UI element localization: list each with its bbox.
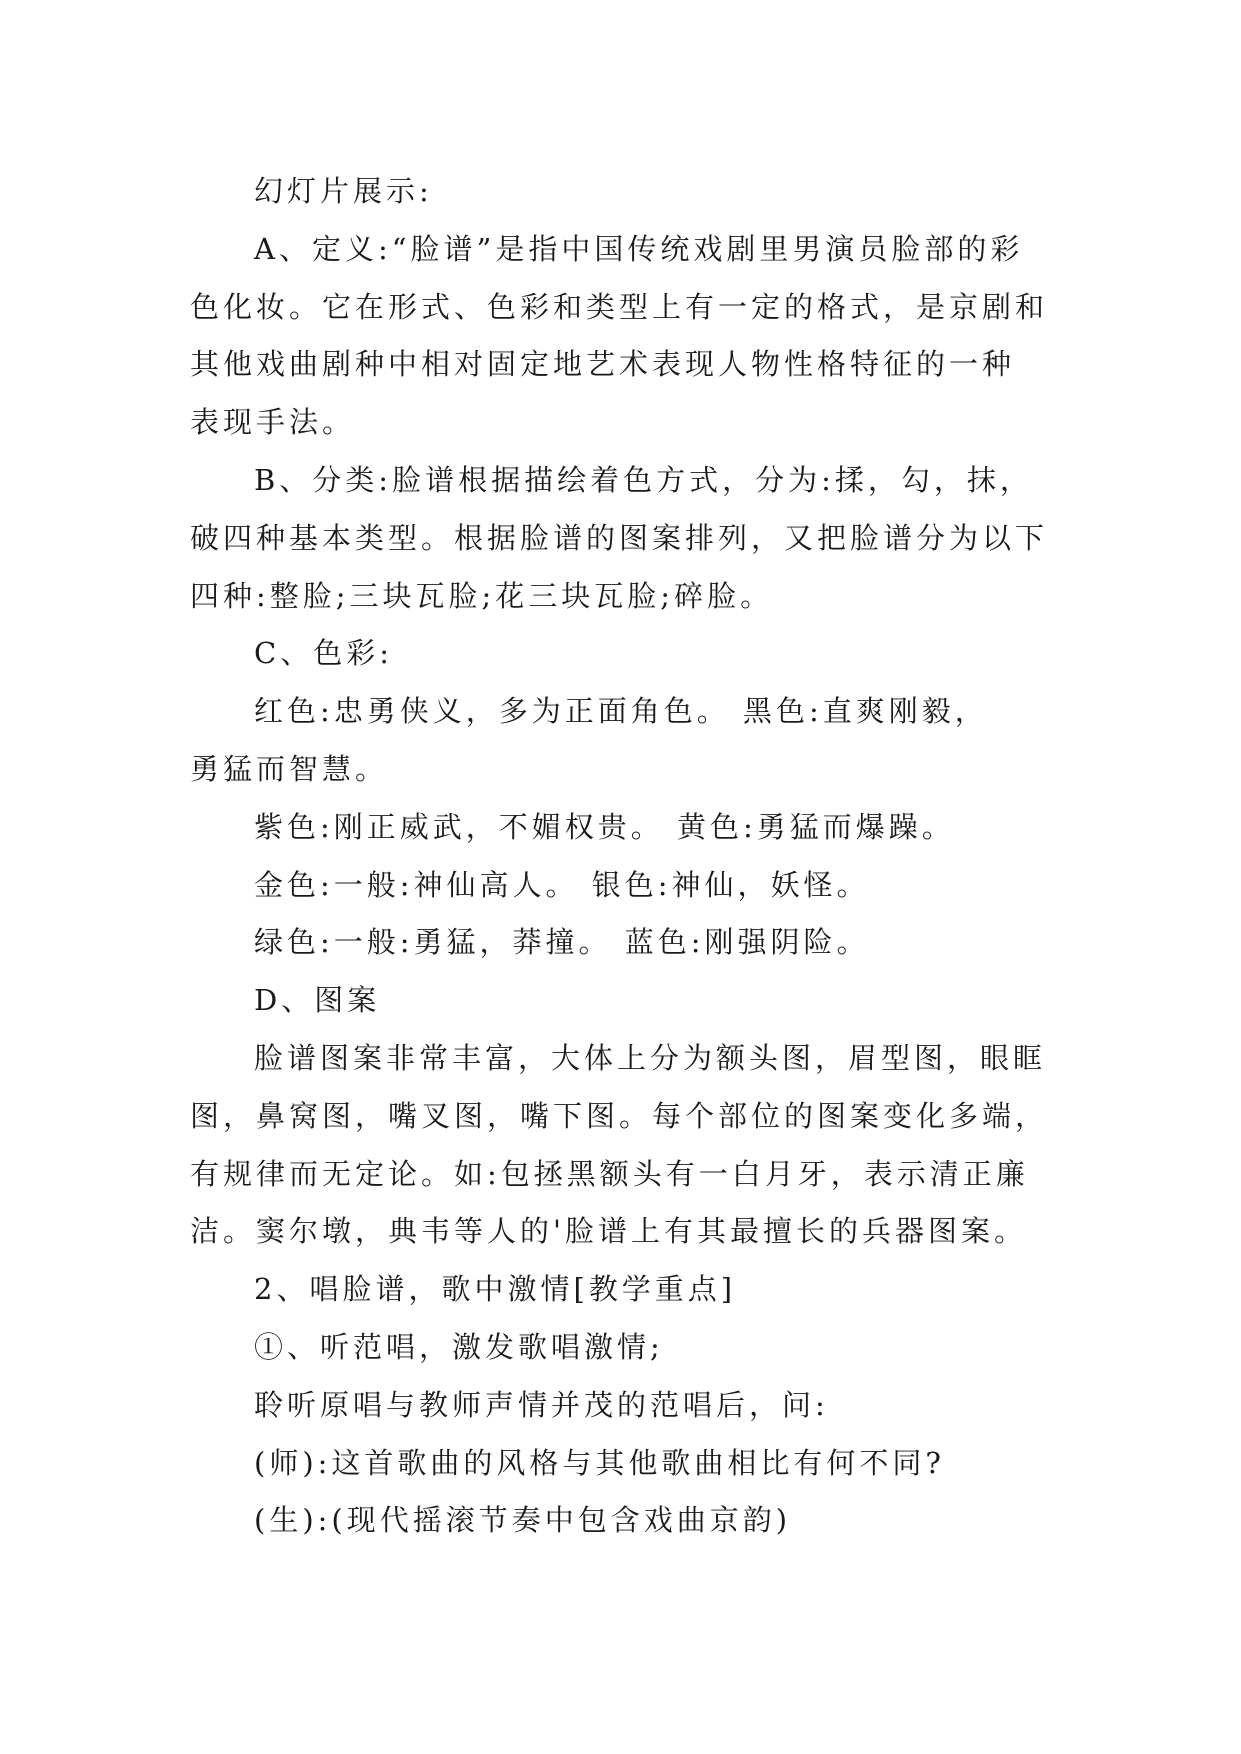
paragraph-line: 图，鼻窝图，嘴叉图，嘴下图。每个部位的图案变化多端， — [190, 1098, 1049, 1133]
paragraph-line: (师):这首歌曲的风格与其他歌曲相比有何不同? — [254, 1445, 945, 1480]
paragraph-line: 金色:一般:神仙高人。 银色:神仙，妖怪。 — [254, 867, 870, 902]
paragraph-line: 2、唱脸谱，歌中激情[教学重点] — [254, 1272, 737, 1307]
paragraph-line: 色化妆。它在形式、色彩和类型上有一定的格式，是京剧和 — [190, 289, 1049, 324]
paragraph-line: 有规律而无定论。如:包拯黑额头有一白月牙，表示清正廉 — [190, 1156, 1029, 1191]
paragraph-line: 脸谱图案非常丰富，大体上分为额头图，眉型图，眼眶 — [254, 1040, 1047, 1075]
paragraph-line: 红色:忠勇侠义，多为正面角色。 黑色:直爽刚毅， — [254, 694, 988, 729]
paragraph-line: ①、听范唱，激发歌唱激情; — [254, 1329, 664, 1364]
paragraph-line: B、分类:脸谱根据描绘着色方式，分为:揉，勾，抹， — [254, 462, 1033, 497]
paragraph-line: 表现手法。 — [190, 405, 356, 440]
paragraph-line: 紫色:刚正威武，不媚权贵。 黄色:勇猛而爆躁。 — [254, 809, 955, 844]
paragraph-line: 勇猛而智慧。 — [190, 751, 389, 786]
paragraph-line: 洁。窦尔墩，典韦等人的'脸谱上有其最擅长的兵器图案。 — [190, 1214, 1027, 1249]
paragraph-line: A、定义:“脸谱”是指中国传统戏剧里男演员脸部的彩 — [254, 231, 1024, 266]
paragraph-line: 四种:整脸;三块瓦脸;花三块瓦脸;碎脸。 — [190, 578, 774, 613]
paragraph-line: D、图案 — [254, 983, 381, 1018]
paragraph-line: 聆听原唱与教师声情并茂的范唱后，问: — [254, 1387, 829, 1422]
paragraph-line: C、色彩: — [254, 636, 393, 671]
paragraph-line: 绿色:一般:勇猛，莽撞。 蓝色:刚强阴险。 — [254, 925, 870, 960]
paragraph-line: (生):(现代摇滚节奏中包含戏曲京韵) — [254, 1503, 792, 1538]
paragraph-line: 破四种基本类型。根据脸谱的图案排列，又把脸谱分为以下 — [190, 520, 1049, 555]
document-body — [190, 163, 1070, 1550]
paragraph-line: 幻灯片展示: — [254, 174, 433, 208]
paragraph-line: 其他戏曲剧种中相对固定地艺术表现人物性格特征的一种 — [190, 347, 1016, 382]
